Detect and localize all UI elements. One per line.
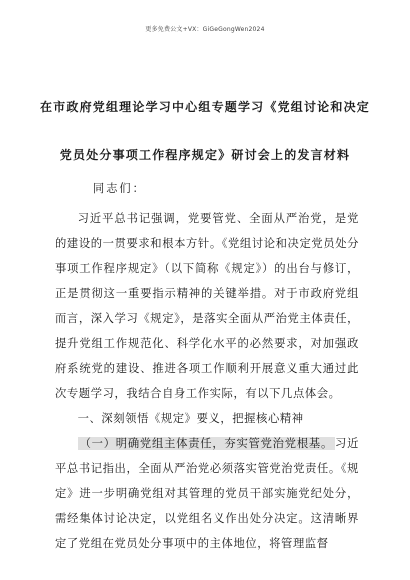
- subsection-text: 习近平总书记指出，全面从严治党必须落实管党治党责任。《规定》进一步明确党组对其管理的党员干部实施党纪处分，需经集体讨论决定，以党组名义作出处分决定。这清晰界定了党组在党员处分事项中的主体地位，将管理监督: [55, 437, 359, 550]
- paragraph-intro: 习近平总书记强调，党要管党、全面从严治党，是党的建设的一贯要求和根本方针。《党组讨论和决定党员处分事项工作程序规定》（以下简称《规定》）的出台与修订，正是贯彻这一重要指示精神的关键举措。对于市政府党组而言，深入学习《规定》，是落实全面从严治党主体责任，提升党组工作规范化、科学化水平的必然要求，对加强政府系统党的建设、推进各项工作顺利开展意义重大通过此次专题学习，我结合自身工作实际，有以下几点体会。: [55, 212, 359, 400]
- section-heading-1: 一、深刻领悟《规定》要义，把握核心精神: [77, 412, 304, 425]
- paragraph-subsection-1: [55, 431, 359, 556]
- subsection-label: （一）明确党组主体责任，夯实管党治党根基。: [79, 437, 334, 450]
- watermark-text: 更多免费公文+VX：GiGeGongWen2024: [145, 26, 265, 33]
- document-body: [55, 206, 359, 556]
- document-title-line-2: 党员处分事项工作程序规定》研讨会上的发言材料: [59, 148, 351, 162]
- document-title-line-1: 在市政府党组理论学习中心组专题学习《党组讨论和决定: [39, 100, 370, 114]
- salutation: 同志们：: [93, 182, 146, 195]
